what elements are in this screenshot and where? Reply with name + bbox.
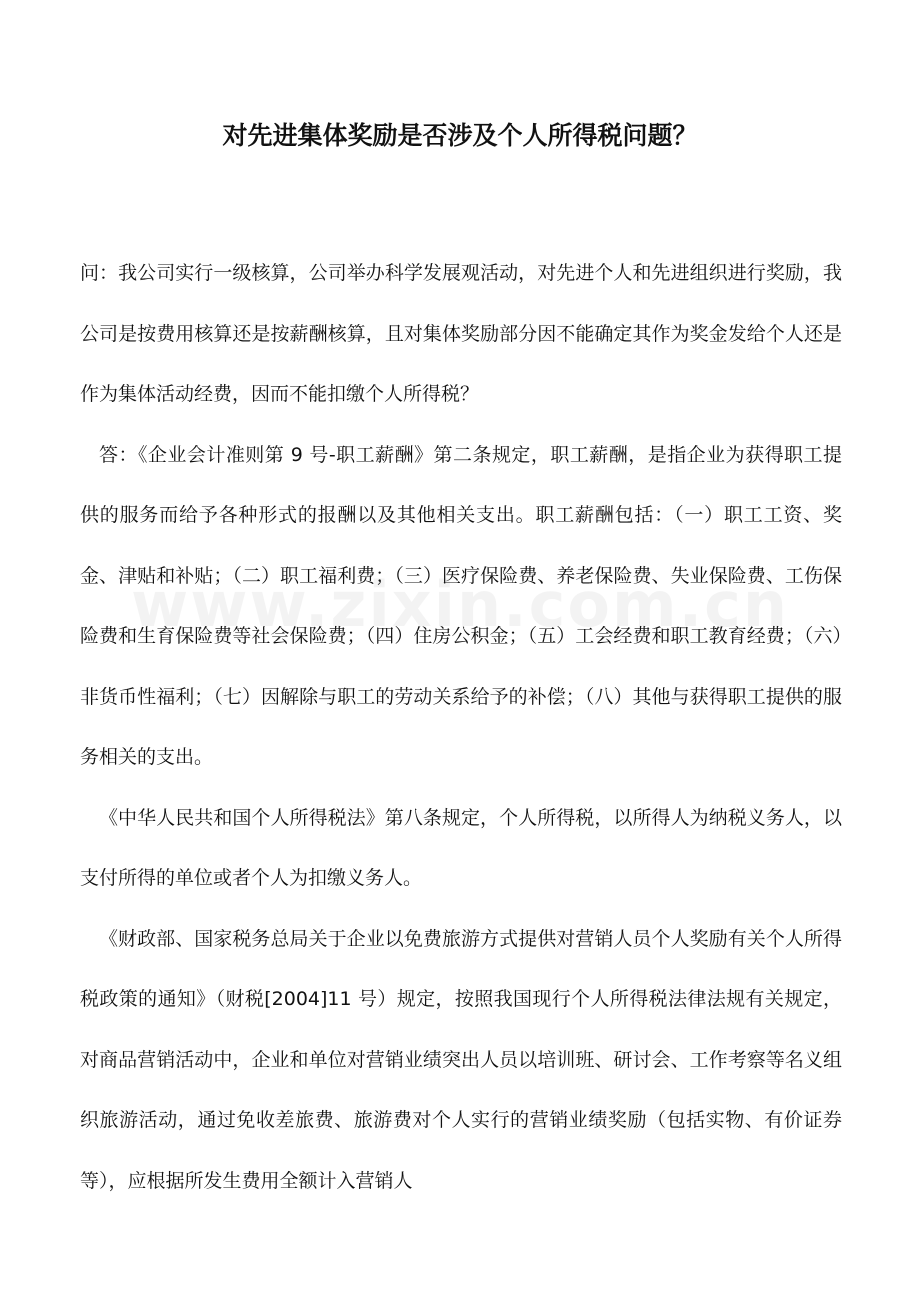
document-title: 对先进集体奖励是否涉及个人所得税问题？ [222, 121, 698, 150]
document-body [80, 243, 842, 1211]
paragraph-question: 问：我公司实行一级核算，公司举办科学发展观活动，对先进个人和先进组织进行奖励，我公司是按费用核算还是按薪酬核算，且对集体奖励部分因不能确定其作为奖金发给个人还是作为集体活动经费，因而不能扣缴个人所得税？ [80, 262, 842, 405]
paragraph-notice: 《财政部、国家税务总局关于企业以免费旅游方式提供对营销人员个人奖励有关个人所得税政策的通知》（财税[2004]11 号）规定，按照我国现行个人所得税法律法规有关规定，对商品营销活动中，企业和单位对营销业绩突出人员以培训班、研讨会、工作考察等名义组织旅游活动，通过免收差旅费、旅游费对个人实行的营销业绩奖励（包括实物、有价证券等），应根据所发生费用全额计入营销人 [80, 927, 842, 1192]
paragraph-tax-law: 《中华人民共和国个人所得税法》第八条规定，个人所得税，以所得人为纳税义务人，以支付所得的单位或者个人为扣缴义务人。 [80, 806, 842, 889]
paragraph-answer: 答：《企业会计准则第 9 号-职工薪酬》第二条规定，职工薪酬，是指企业为获得职工提供的服务而给予各种形式的报酬以及其他相关支出。职工薪酬包括：（一）职工工资、奖金、津贴和补贴；（二）职工福利费；（三）医疗保险费、养老保险费、失业保险费、工伤保险费和生育保险费等社会保险费；（四）住房公积金；（五）工会经费和职工教育经费；（六）非货币性福利；（七）因解除与职工的劳动关系给予的补偿；（八）其他与获得职工提供的服务相关的支出。 [80, 443, 842, 768]
